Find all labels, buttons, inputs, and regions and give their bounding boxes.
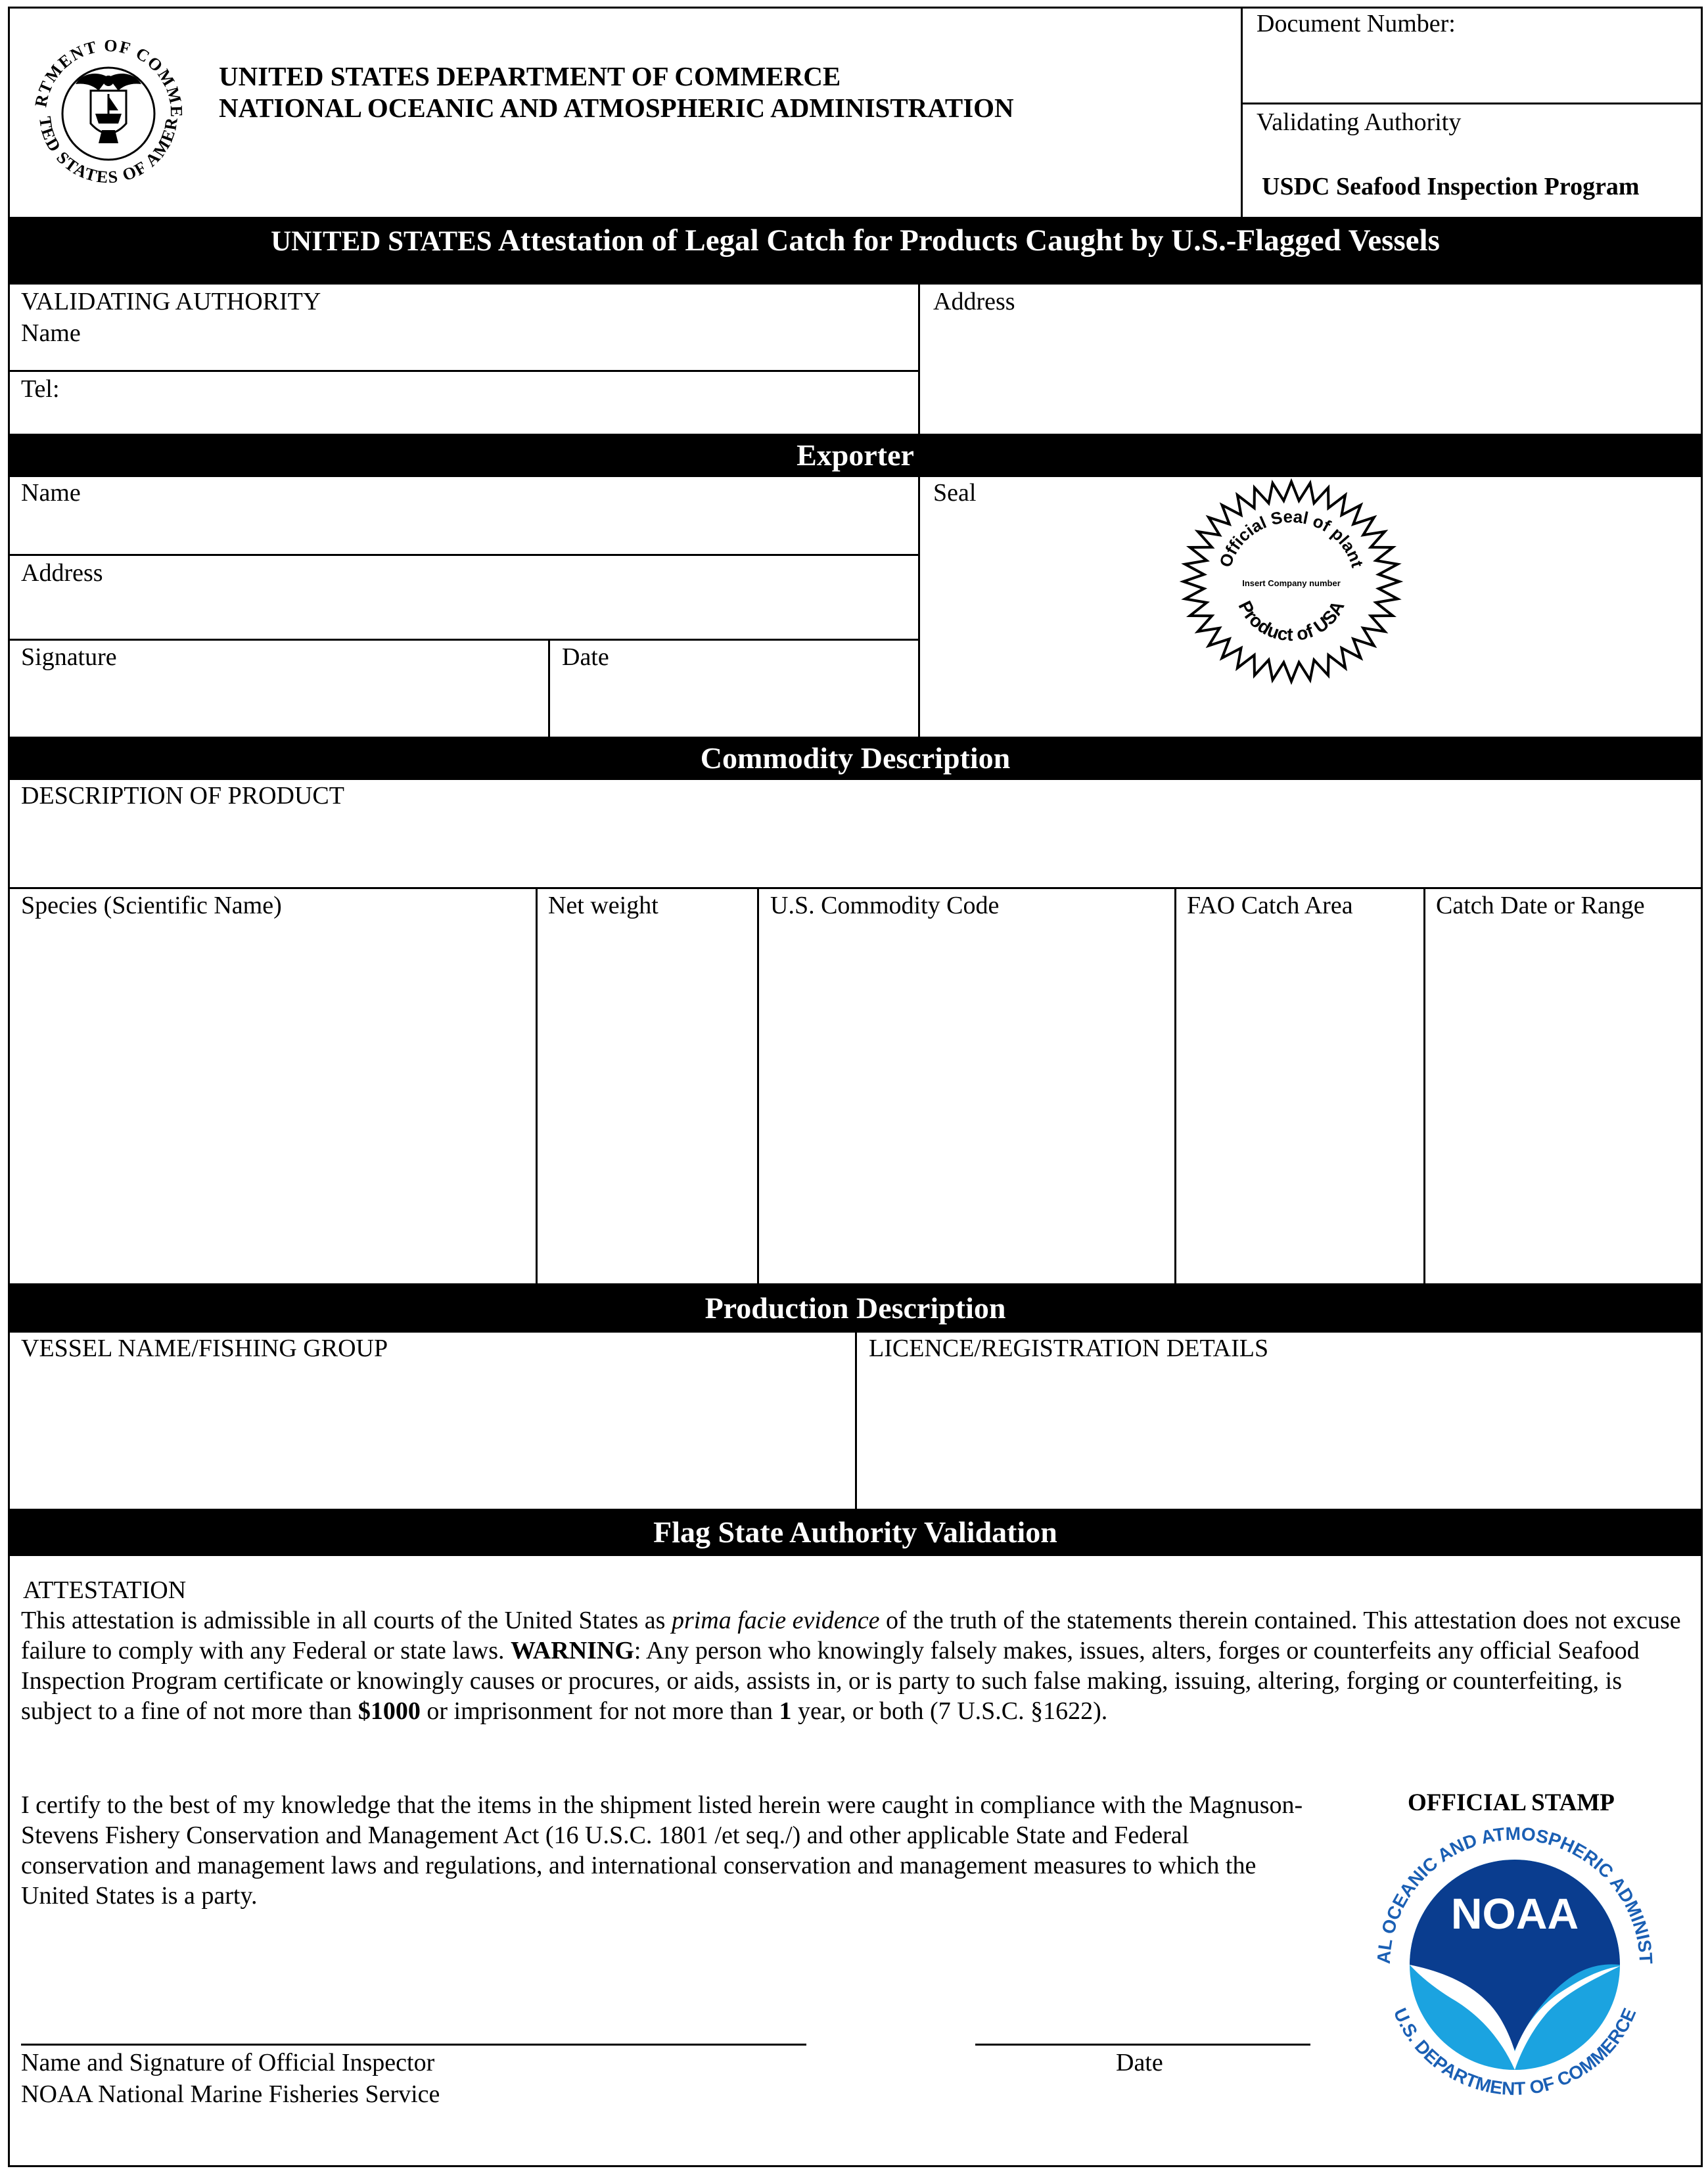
exporter-address-field[interactable] [13, 560, 913, 635]
commodity-heading: Commodity Description [700, 741, 1011, 775]
va-tel-field[interactable] [13, 375, 913, 431]
col-divider-2 [757, 887, 759, 1283]
exporter-name-field[interactable] [13, 480, 913, 551]
col-divider-3 [1174, 887, 1176, 1283]
va-row-divider [8, 370, 920, 372]
licence-label: LICENCE/REGISTRATION DETAILS [869, 1335, 1269, 1362]
vessel-name-field[interactable] [13, 1335, 851, 1505]
certification-paragraph: I certify to the best of my knowledge that the items in the shipment listed herein were caught in compliance with the Magnuson-Stevens Fishery Conservation and Management Act (16 U.S.C. 1801 /et seq./) and other applicable State and Federal conservation and management laws and regulations, and international conservation and management measures to which the United States is a party. [21, 1791, 1303, 1910]
production-bar [8, 1283, 1703, 1333]
catch-date-field[interactable] [1428, 923, 1697, 1278]
exporter-signature-label: Signature [21, 643, 117, 671]
net-weight-field[interactable] [540, 923, 754, 1278]
col-divider-1 [536, 887, 538, 1283]
form-title: UNITED STATES Attestation of Legal Catch for Products Caught by U.S.-Flagged Vessels [271, 223, 1440, 258]
header-box-divider [1241, 103, 1703, 104]
seal-text-bottom: TED STATES OF AMER [35, 115, 182, 187]
vessel-name-label: VESSEL NAME/FISHING GROUP [21, 1335, 388, 1362]
product-description-field[interactable] [13, 783, 1696, 885]
species-field[interactable] [13, 923, 532, 1278]
doc-seal [20, 25, 197, 202]
plant-seal-bottom-text: Product of USA [1234, 597, 1349, 645]
form-title-bar [8, 217, 1703, 285]
commodity-code-field[interactable] [762, 923, 1171, 1278]
exporter-divider [918, 477, 920, 737]
col-species-label: Species (Scientific Name) [21, 892, 282, 919]
noaa-logo [1370, 1820, 1659, 2109]
svg-text:DEPARTMENT OF COMMERCE [20, 25, 186, 118]
inspector-label-line1: Name and Signature of Official Inspector [21, 2049, 435, 2076]
product-description-label: DESCRIPTION OF PRODUCT [21, 782, 344, 810]
inspector-signature-field[interactable] [21, 1984, 806, 2042]
production-heading: Production Description [704, 1291, 1006, 1325]
noaa-ring-bottom: U.S. DEPARTMENT OF COMMERCE [1389, 2005, 1640, 2099]
col-net-weight-label: Net weight [548, 892, 658, 919]
va-address-label: Address [933, 288, 1015, 315]
exporter-row2-divider [8, 639, 920, 641]
exporter-date-field[interactable] [553, 644, 915, 733]
noaa-ring-top: AL OCEANIC AND ATMOSPHERIC ADMINIST [1373, 1823, 1657, 1965]
validation-heading: Flag State Authority Validation [653, 1515, 1057, 1549]
exporter-date-label: Date [562, 643, 609, 671]
validating-authority-value: USDC Seafood Inspection Program [1262, 173, 1640, 200]
va-divider [918, 285, 920, 434]
exporter-heading: Exporter [796, 438, 914, 472]
exporter-address-label: Address [21, 559, 103, 587]
exporter-row1-divider [8, 554, 920, 556]
exporter-seal-label: Seal [933, 479, 977, 507]
va-address-field[interactable] [923, 289, 1699, 431]
noaa-logo-text: NOAA [1450, 1889, 1579, 1938]
official-stamp-label: OFFICIAL STAMP [1408, 1789, 1615, 1816]
dept-title-line2: NATIONAL OCEANIC AND ATMOSPHERIC ADMINISTRATION [219, 93, 1014, 123]
production-divider [855, 1333, 857, 1509]
document-number-field[interactable] [1249, 39, 1696, 99]
header-divider [1241, 7, 1243, 217]
exporter-sig-divider [548, 639, 550, 737]
va-tel-label: Tel: [21, 375, 60, 403]
plant-seal-stamp [1173, 473, 1410, 690]
plant-seal-top-text: Official Seal of plant [1215, 506, 1368, 570]
licence-field[interactable] [861, 1335, 1697, 1505]
col-commodity-code-label: U.S. Commodity Code [770, 892, 1000, 919]
dept-title-line1: UNITED STATES DEPARTMENT OF COMMERCE [219, 61, 841, 91]
plant-seal-middle-text: Insert Company number [1242, 578, 1341, 588]
svg-text:Official Seal of plant [1215, 507, 1368, 570]
validation-bar [8, 1509, 1703, 1556]
exporter-bar [8, 434, 1703, 477]
attestation-paragraph: This attestation is admissible in all courts of the United States as prima facie evidence of the truth of the statements therein contained. This attestation does not excuse failure to comply with any Federal or state laws. WARNING: Any person who knowingly falsely makes, issues, alters, forges or counterfeits any official Seafood Inspection Program certificate or knowingly causes or procures, or aids, assists in, or is party to such false making, issuing, altering, forging or counterfeiting, is subject to a fine of not more than $1000 or imprisonment for not more than 1 year, or both (7 U.S.C. §1622). [21, 1607, 1681, 1725]
exporter-signature-field[interactable] [13, 644, 544, 733]
inspector-date-field[interactable] [975, 1984, 1310, 2042]
document-number-label: Document Number: [1257, 10, 1456, 37]
va-name-label-line2: Name [21, 319, 81, 347]
col-divider-4 [1423, 887, 1425, 1283]
va-name-field[interactable] [13, 289, 913, 368]
commodity-row-divider [8, 887, 1703, 889]
inspector-signature-line [21, 2044, 806, 2046]
col-catch-date-label: Catch Date or Range [1436, 892, 1645, 919]
svg-text:Product of USA [1235, 597, 1349, 645]
col-fao-area-label: FAO Catch Area [1187, 892, 1353, 919]
attestation-title: ATTESTATION [23, 1576, 187, 1604]
seal-text-top: RTMENT OF COMME [31, 35, 187, 119]
inspector-date-label: Date [1116, 2049, 1163, 2076]
fao-area-field[interactable] [1179, 923, 1420, 1278]
date-signature-line [975, 2044, 1310, 2046]
inspector-label-line2: NOAA National Marine Fisheries Service [21, 2080, 440, 2108]
va-name-label-line1: VALIDATING AUTHORITY [21, 288, 321, 315]
validating-authority-label: Validating Authority [1257, 108, 1462, 136]
commodity-bar [8, 737, 1703, 780]
exporter-name-label: Name [21, 479, 81, 507]
